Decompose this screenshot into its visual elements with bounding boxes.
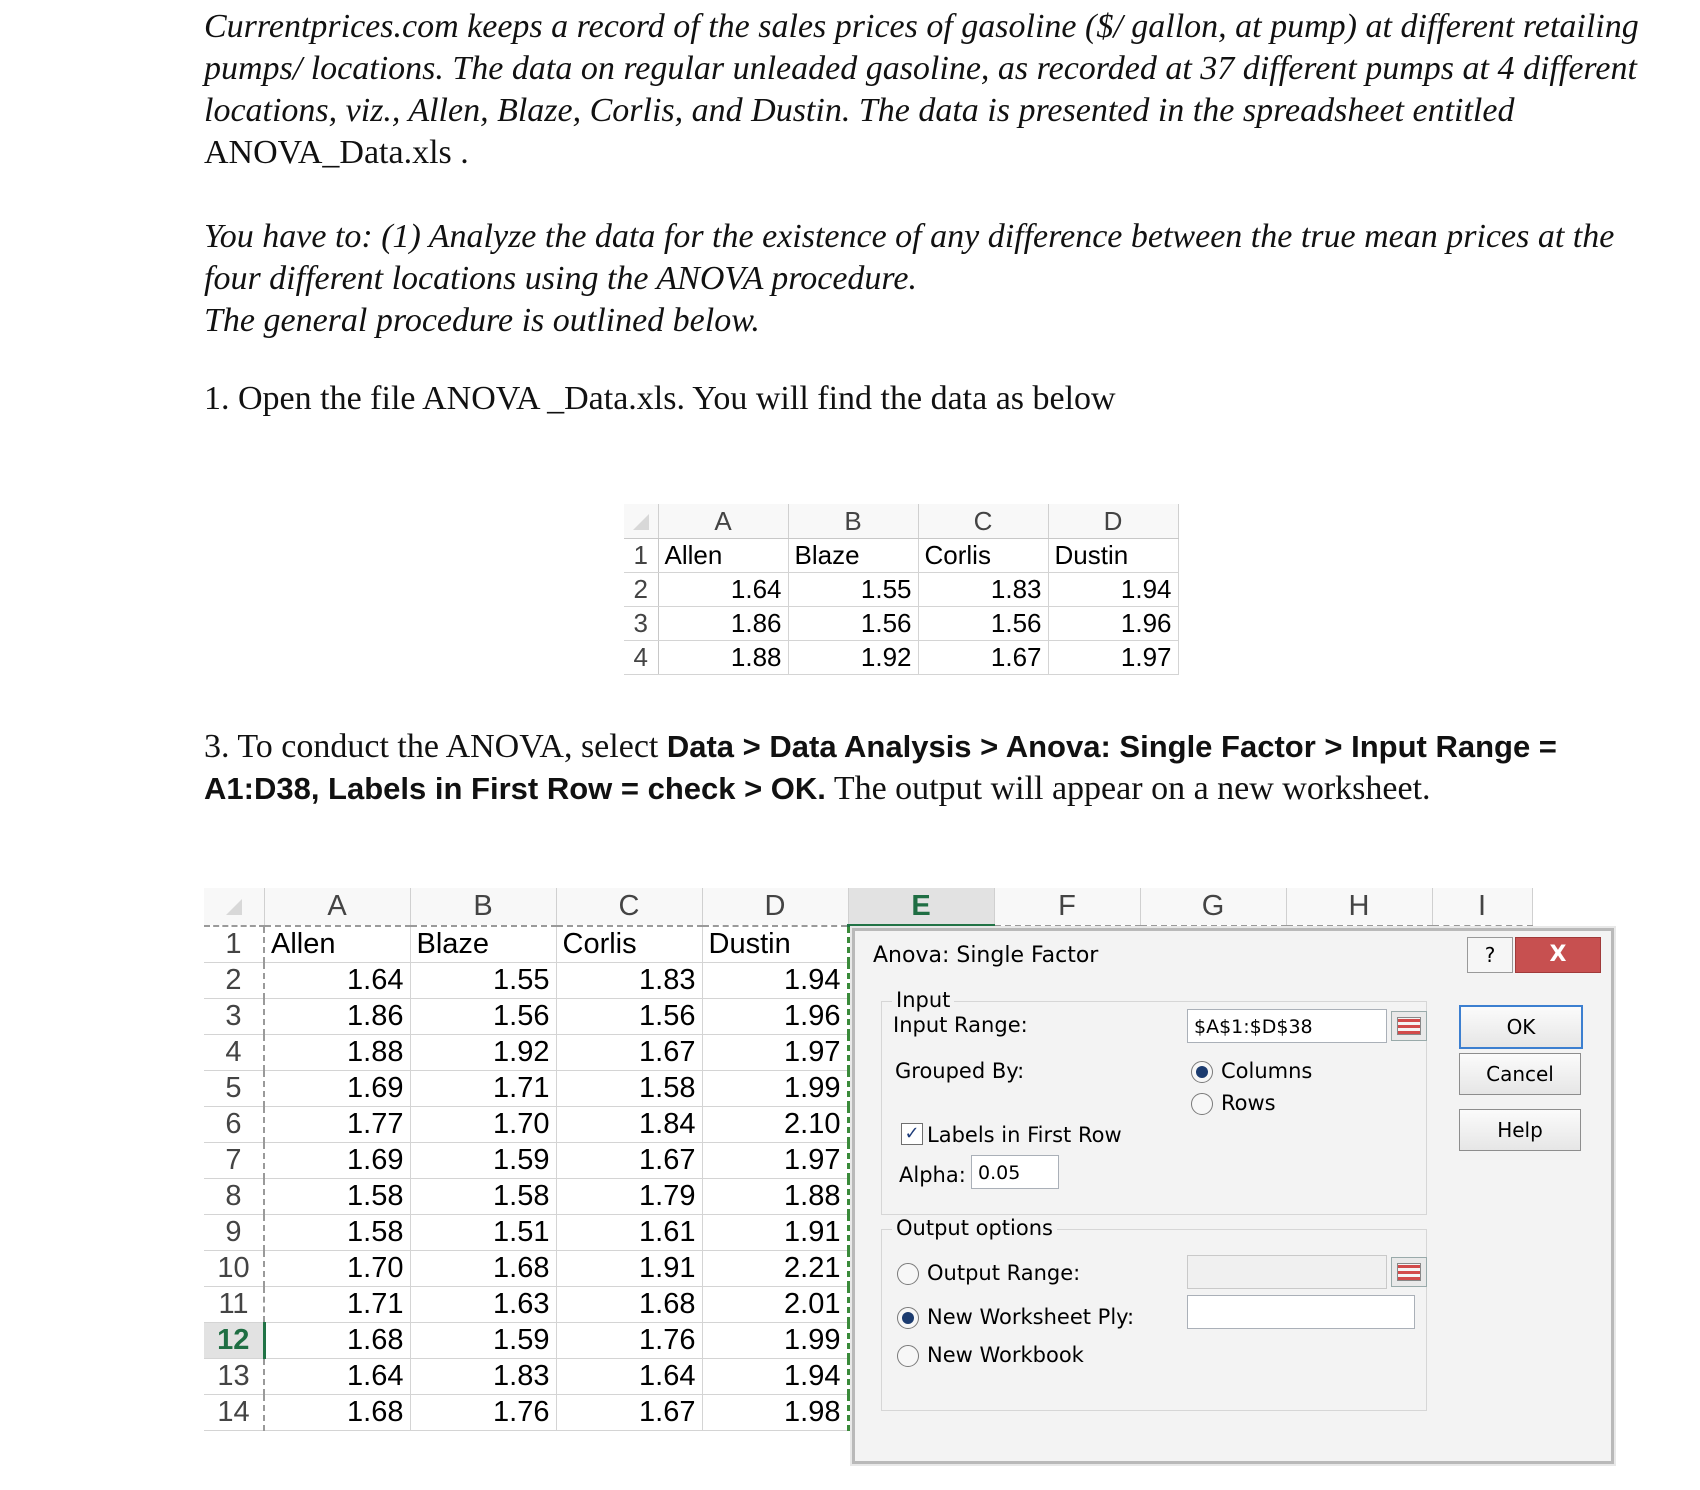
- row-header[interactable]: 7: [204, 1143, 264, 1179]
- cell[interactable]: 1.68: [264, 1395, 410, 1431]
- cell[interactable]: 2.10: [702, 1107, 848, 1143]
- output-range-field[interactable]: [1187, 1255, 1387, 1289]
- row-header[interactable]: 3: [204, 999, 264, 1035]
- row-header[interactable]: 8: [204, 1179, 264, 1215]
- column-header[interactable]: A: [264, 888, 410, 926]
- cell[interactable]: 1.94: [702, 1359, 848, 1395]
- row-header[interactable]: 4: [204, 1035, 264, 1071]
- column-header[interactable]: H: [1286, 888, 1432, 926]
- grouped-by-label: Grouped By:: [895, 1059, 1025, 1083]
- column-header[interactable]: C: [918, 504, 1048, 539]
- column-header-row: [204, 888, 1532, 926]
- cell[interactable]: 1.71: [264, 1287, 410, 1323]
- cell[interactable]: Corlis: [556, 926, 702, 963]
- new-worksheet-radio[interactable]: [897, 1307, 919, 1329]
- row-header[interactable]: 6: [204, 1107, 264, 1143]
- cell[interactable]: 1.83: [410, 1359, 556, 1395]
- anova-dialog: [852, 928, 1614, 1464]
- cell[interactable]: 1.96: [1048, 607, 1178, 641]
- step-3-menu-path: Data > Data Analysis > Anova: Single Factor > Input Range = A1:D38, Labels in First Row = check > OK.: [204, 729, 1557, 806]
- cell[interactable]: 1.64: [264, 963, 410, 999]
- new-workbook-label[interactable]: New Workbook: [927, 1343, 1084, 1367]
- cell[interactable]: 2.21: [702, 1251, 848, 1287]
- labels-first-row-label[interactable]: Labels in First Row: [927, 1123, 1122, 1147]
- cell[interactable]: 1.56: [918, 607, 1048, 641]
- cell[interactable]: 1.64: [658, 573, 788, 607]
- cell[interactable]: 1.97: [702, 1143, 848, 1179]
- cancel-button[interactable]: Cancel: [1459, 1053, 1581, 1095]
- cell[interactable]: 1.58: [264, 1179, 410, 1215]
- cell[interactable]: 1.97: [702, 1035, 848, 1071]
- input-range-label: Input Range:: [893, 1013, 1028, 1037]
- cell[interactable]: 1.88: [702, 1179, 848, 1215]
- cell[interactable]: 1.94: [1048, 573, 1178, 607]
- column-header[interactable]: G: [1140, 888, 1286, 926]
- new-worksheet-label[interactable]: New Worksheet Ply:: [927, 1305, 1135, 1329]
- select-all-corner[interactable]: [624, 504, 658, 539]
- cell[interactable]: 1.59: [410, 1323, 556, 1359]
- row-header[interactable]: 2: [204, 963, 264, 999]
- cell[interactable]: 1.76: [410, 1395, 556, 1431]
- input-range-field[interactable]: $A$1:$D$38: [1187, 1009, 1387, 1043]
- column-header-row: [624, 504, 1178, 539]
- cell[interactable]: 1.91: [556, 1251, 702, 1287]
- dialog-title: Anova: Single Factor: [873, 943, 1099, 968]
- column-header[interactable]: I: [1432, 888, 1532, 926]
- cell[interactable]: 1.99: [702, 1323, 848, 1359]
- cell[interactable]: Dustin: [1048, 539, 1178, 573]
- cell[interactable]: 1.69: [264, 1071, 410, 1107]
- alpha-field[interactable]: 0.05: [971, 1155, 1059, 1189]
- cell[interactable]: 1.76: [556, 1323, 702, 1359]
- cell[interactable]: 1.77: [264, 1107, 410, 1143]
- cell[interactable]: 1.67: [556, 1143, 702, 1179]
- cell[interactable]: 1.59: [410, 1143, 556, 1179]
- small-spreadsheet: [624, 504, 1179, 675]
- task-paragraph: [204, 216, 1644, 342]
- cell[interactable]: 1.68: [410, 1251, 556, 1287]
- close-button[interactable]: X: [1515, 937, 1601, 973]
- collapse-dialog-icon[interactable]: [1391, 1257, 1427, 1287]
- cell[interactable]: 1.86: [264, 999, 410, 1035]
- cell[interactable]: Blaze: [788, 539, 918, 573]
- column-header[interactable]: A: [658, 504, 788, 539]
- cell[interactable]: 1.88: [658, 641, 788, 675]
- row-header[interactable]: 9: [204, 1215, 264, 1251]
- row-header[interactable]: 13: [204, 1359, 264, 1395]
- step-1: 1. Open the file ANOVA _Data.xls. You will find the data as below: [204, 380, 1116, 417]
- cell[interactable]: 1.63: [410, 1287, 556, 1323]
- cell[interactable]: 1.56: [556, 999, 702, 1035]
- task-text: You have to: (1) Analyze the data for the existence of any difference between the true mean prices at the four different locations using the ANOVA procedure.: [204, 218, 1615, 297]
- columns-radio[interactable]: [1191, 1061, 1213, 1083]
- cell[interactable]: 1.58: [410, 1179, 556, 1215]
- row-header[interactable]: 11: [204, 1287, 264, 1323]
- cell[interactable]: 1.83: [556, 963, 702, 999]
- cell[interactable]: 1.70: [410, 1107, 556, 1143]
- cell[interactable]: 1.68: [556, 1287, 702, 1323]
- cell[interactable]: 1.56: [410, 999, 556, 1035]
- table-row: [624, 607, 1178, 641]
- cell[interactable]: 1.91: [702, 1215, 848, 1251]
- cell[interactable]: 1.56: [788, 607, 918, 641]
- cell[interactable]: 1.55: [788, 573, 918, 607]
- cell[interactable]: 1.68: [264, 1323, 410, 1359]
- cell[interactable]: 1.71: [410, 1071, 556, 1107]
- row-header[interactable]: 5: [204, 1071, 264, 1107]
- column-header[interactable]: D: [702, 888, 848, 926]
- column-header[interactable]: D: [1048, 504, 1178, 539]
- select-all-corner[interactable]: [204, 888, 264, 926]
- output-range-label[interactable]: Output Range:: [927, 1261, 1081, 1285]
- cell[interactable]: Corlis: [918, 539, 1048, 573]
- table-row: [624, 641, 1178, 675]
- cell[interactable]: 1.58: [264, 1215, 410, 1251]
- procedure-text: The general procedure is outlined below.: [204, 302, 760, 339]
- cell[interactable]: 1.58: [556, 1071, 702, 1107]
- cell[interactable]: 1.67: [556, 1395, 702, 1431]
- intro-text: Currentprices.com keeps a record of the sales prices of gasoline ($/ gallon, at pump) at different retailing pumps/ locations. The data on regular unleaded gasoline, as recorded at 37 different pumps at 4 different locations, viz., Allen, Blaze, Corlis, and Dustin. The data is presented in the spreadsheet entitled: [204, 8, 1639, 129]
- row-header[interactable]: 3: [624, 607, 658, 641]
- labels-first-row-checkbox[interactable]: ✓: [901, 1123, 923, 1145]
- cell[interactable]: 1.84: [556, 1107, 702, 1143]
- row-header-selected[interactable]: 12: [204, 1323, 264, 1359]
- collapse-dialog-icon[interactable]: [1391, 1011, 1427, 1041]
- row-header[interactable]: 1: [624, 539, 658, 573]
- cell[interactable]: 1.64: [556, 1359, 702, 1395]
- column-header[interactable]: F: [994, 888, 1140, 926]
- column-header-selected[interactable]: E: [848, 888, 994, 926]
- file-name: ANOVA_Data.xls .: [204, 134, 469, 171]
- column-header[interactable]: B: [788, 504, 918, 539]
- cell[interactable]: 1.96: [702, 999, 848, 1035]
- row-header[interactable]: 14: [204, 1395, 264, 1431]
- output-range-radio[interactable]: [897, 1263, 919, 1285]
- ok-button[interactable]: OK: [1459, 1005, 1583, 1049]
- cell[interactable]: 1.70: [264, 1251, 410, 1287]
- step-3: [204, 726, 1644, 810]
- cell[interactable]: Allen: [264, 926, 410, 963]
- cell[interactable]: 1.92: [788, 641, 918, 675]
- cell[interactable]: 1.98: [702, 1395, 848, 1431]
- table-row: [624, 573, 1178, 607]
- new-worksheet-field[interactable]: [1187, 1295, 1415, 1329]
- step-3-lead: 3. To conduct the ANOVA, select: [204, 728, 667, 765]
- cell[interactable]: 1.79: [556, 1179, 702, 1215]
- column-header[interactable]: B: [410, 888, 556, 926]
- cell[interactable]: 1.67: [556, 1035, 702, 1071]
- row-header[interactable]: 10: [204, 1251, 264, 1287]
- cell[interactable]: 1.86: [658, 607, 788, 641]
- cell[interactable]: 1.97: [1048, 641, 1178, 675]
- row-header[interactable]: 4: [624, 641, 658, 675]
- row-header[interactable]: 1: [204, 926, 264, 963]
- cell[interactable]: 2.01: [702, 1287, 848, 1323]
- cell[interactable]: Dustin: [702, 926, 848, 963]
- column-header[interactable]: C: [556, 888, 702, 926]
- columns-label[interactable]: Columns: [1221, 1059, 1313, 1083]
- cell[interactable]: 1.94: [702, 963, 848, 999]
- cell[interactable]: 1.83: [918, 573, 1048, 607]
- cell[interactable]: 1.64: [264, 1359, 410, 1395]
- cell[interactable]: 1.55: [410, 963, 556, 999]
- row-header[interactable]: 2: [624, 573, 658, 607]
- help-button[interactable]: Help: [1459, 1109, 1581, 1151]
- rows-radio[interactable]: [1191, 1093, 1213, 1115]
- cell[interactable]: 1.69: [264, 1143, 410, 1179]
- cell[interactable]: 1.61: [556, 1215, 702, 1251]
- rows-label[interactable]: Rows: [1221, 1091, 1276, 1115]
- step-3-tail: The output will appear on a new worksheet.: [825, 770, 1431, 807]
- cell[interactable]: 1.92: [410, 1035, 556, 1071]
- cell[interactable]: 1.51: [410, 1215, 556, 1251]
- input-group-legend: Input: [892, 988, 954, 1012]
- table-row: [624, 539, 1178, 573]
- output-options-legend: Output options: [892, 1216, 1057, 1240]
- cell[interactable]: 1.99: [702, 1071, 848, 1107]
- cell[interactable]: Blaze: [410, 926, 556, 963]
- help-icon[interactable]: ?: [1467, 937, 1513, 973]
- cell[interactable]: Allen: [658, 539, 788, 573]
- cell[interactable]: 1.67: [918, 641, 1048, 675]
- intro-paragraph: [204, 6, 1644, 174]
- alpha-label: Alpha:: [899, 1163, 966, 1187]
- new-workbook-radio[interactable]: [897, 1345, 919, 1367]
- cell[interactable]: 1.88: [264, 1035, 410, 1071]
